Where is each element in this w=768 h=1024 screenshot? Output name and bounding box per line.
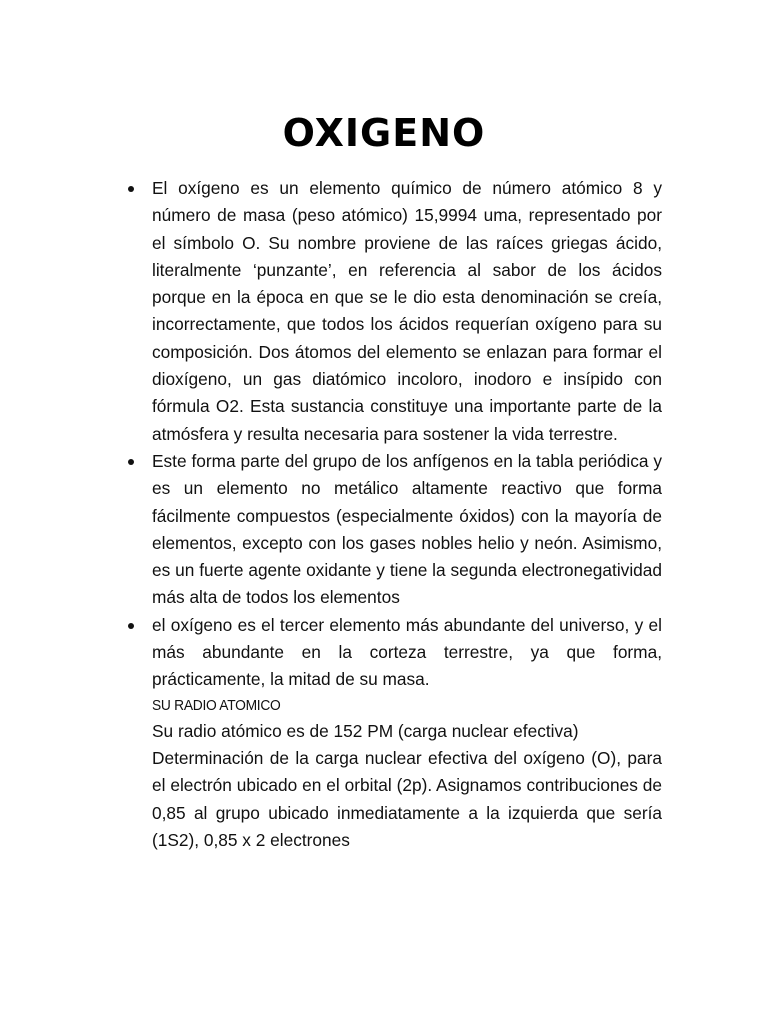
bullet-text-3: el oxígeno es el tercer elemento más abundante del universo, y el más abundante en la corteza terrestre, ya que forma, prácticamente, la mitad de su masa. <box>152 614 662 690</box>
bullet-item-3 <box>152 612 662 694</box>
bullet-dot-icon <box>128 459 134 465</box>
bullet-item-2 <box>152 448 662 612</box>
effective-charge-paragraph: Determinación de la carga nuclear efectiva del oxígeno (O), para el electrón ubicado en el orbital (2p). Asignamos contribuciones de 0,85 al grupo ubicado inmediatamente a la izquierda que sería (1S2), 0,85 x 2 electrones <box>152 747 662 850</box>
atomic-radius-line: Su radio atómico es de 152 PM (carga nuclear efectiva) <box>152 720 579 741</box>
bullet-text-2: Este forma parte del grupo de los anfígenos en la tabla periódica y es un elemento no metálico altamente reactivo que forma fácilmente compuestos (especialmente óxidos) con la mayoría de elementos, excepto con los gases nobles helio y neón. Asimismo, es un fuerte agente oxidante y tiene la segunda electronegatividad más alta de todos los elementos <box>152 450 662 608</box>
page-title: OXIGENO <box>282 111 486 155</box>
section-heading: SU RADIO ATOMICO <box>152 696 281 714</box>
document-body <box>152 175 662 854</box>
bullet-dot-icon <box>128 623 134 629</box>
bullet-item-1 <box>152 175 662 448</box>
bullet-text-1: El oxígeno es un elemento químico de número atómico 8 y número de masa (peso atómico) 15,9994 uma, representado por el símbolo O. Su nombre proviene de las raíces griegas ácido, literalmente ‘punzante’, en referencia al sabor de los ácidos porque en la época en que se le dio esta denominación se creía, incorrectamente, que todos los ácidos requerían oxígeno para su composición. Dos átomos del elemento se enlazan para formar el dioxígeno, un gas diatómico incoloro, inodoro e insípido con fórmula O2. Esta sustancia constituye una importante parte de la atmósfera y resulta necesaria para sostener la vida terrestre. <box>152 178 662 444</box>
bullet-dot-icon <box>128 186 134 192</box>
bullet-list <box>152 175 662 694</box>
